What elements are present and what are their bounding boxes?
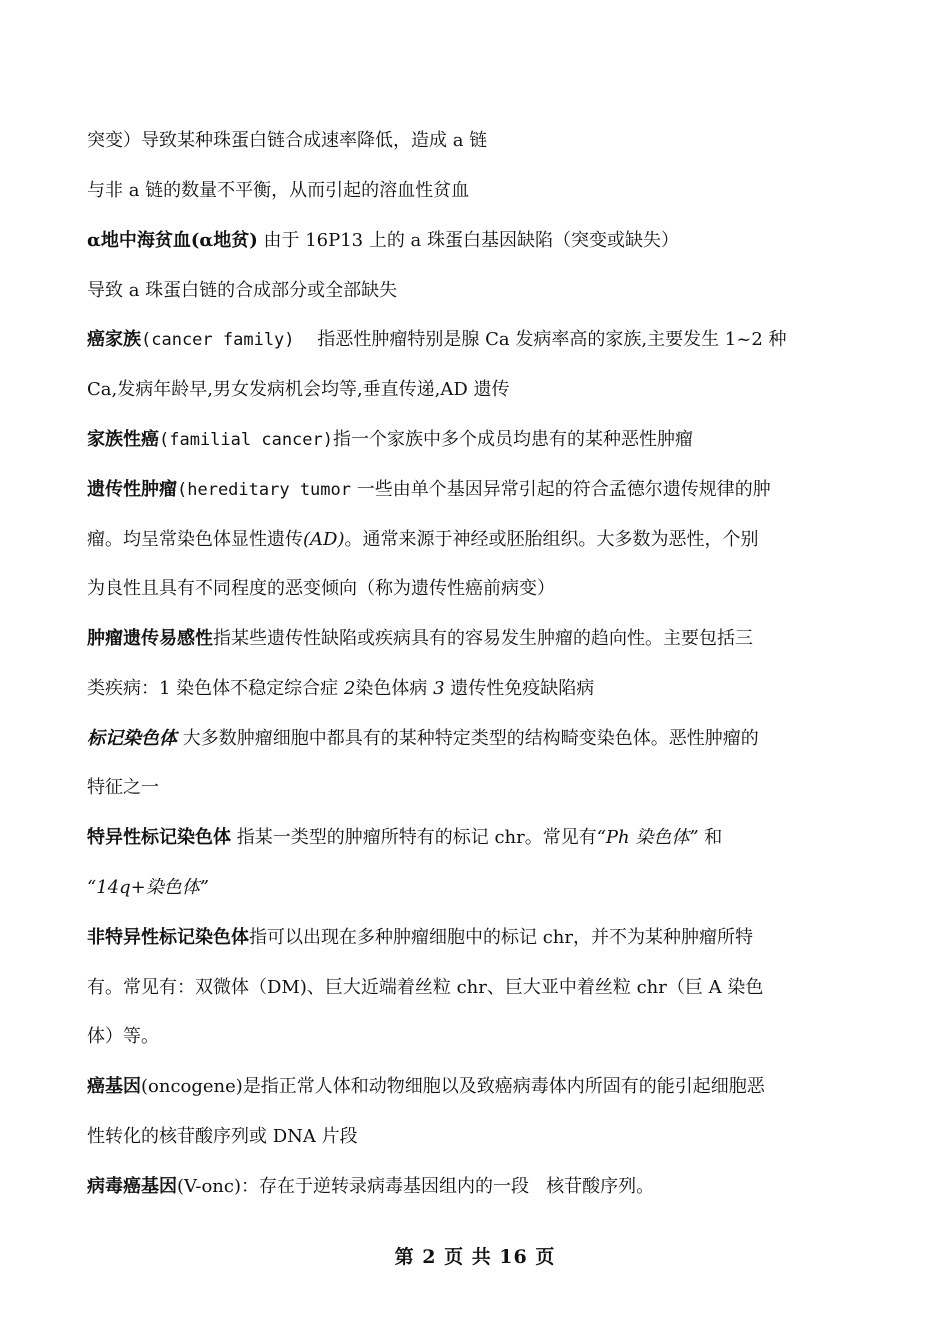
definition-text: 指一个家族中多个成员均患有的某种恶性肿瘤 — [333, 429, 693, 450]
italic-text: “Ph 染色体” — [596, 827, 699, 848]
definition-alpha-thalassemia — [87, 228, 887, 254]
line-text: 突变）导致某种珠蛋白链合成速率降低，造成 a 链 — [87, 130, 488, 151]
italic-text: 2 — [343, 678, 356, 699]
definition-text: (oncogene)是指正常人体和动物细胞以及致癌病毒体内所固有的能引起细胞恶 — [141, 1076, 765, 1097]
definition-tumor-susceptibility — [87, 626, 887, 652]
line-text: 导致 a 珠蛋白链的合成部分或全部缺失 — [87, 280, 398, 301]
term: α地中海贫血(α地贫) — [87, 230, 258, 251]
page-footer — [0, 1244, 950, 1270]
text-line — [87, 1124, 887, 1150]
definition-text: 大多数肿瘤细胞中都具有的某种特定类型的结构畸变染色体。恶性肿瘤的 — [177, 728, 759, 749]
line-text: 遗传性免疫缺陷病 — [444, 678, 595, 699]
definition-text: 由于 16P13 上的 a 珠蛋白基因缺陷（突变或缺失） — [257, 230, 680, 251]
definition-text: (V-onc)：存在于逆转录病毒基因组内的一段 核苷酸序列。 — [177, 1176, 655, 1197]
definition-text: 指某一类型的肿瘤所特有的标记 chr。常见有 — [231, 827, 597, 848]
text-line — [87, 975, 887, 1001]
line-text: 性转化的核苷酸序列或 DNA 片段 — [87, 1126, 358, 1147]
italic-text: 3 — [433, 678, 445, 699]
text-line — [87, 775, 887, 801]
text-line — [87, 178, 887, 204]
definition-nonspecific-marker-chromosome — [87, 925, 887, 951]
term: 非特异性标记染色体 — [87, 927, 249, 948]
definition-hereditary-tumor — [87, 477, 887, 503]
definition-familial-cancer — [87, 427, 887, 453]
term: 病毒癌基因 — [87, 1176, 177, 1197]
definition-cancer-family — [87, 327, 887, 353]
term-english: (hereditary tumor — [177, 480, 351, 500]
text-line — [87, 128, 887, 154]
definition-viral-oncogene — [87, 1174, 887, 1200]
line-text: 体）等。 — [87, 1026, 159, 1047]
definition-specific-marker-chromosome — [87, 825, 887, 851]
text-line — [87, 377, 887, 403]
line-text: 瘤。均呈常染色体显性遗传 — [87, 529, 303, 550]
definition-text: 指恶性肿瘤特别是腺 Ca 发病率高的家族,主要发生 1~2 种 — [294, 329, 787, 350]
term: 肿瘤遗传易感性 — [87, 628, 213, 649]
term-english: (cancer family) — [141, 330, 295, 350]
text-line — [87, 527, 887, 553]
italic-text: “14q+染色体” — [87, 877, 209, 898]
term: 标记染色体 — [87, 728, 177, 749]
definition-oncogene — [87, 1074, 887, 1100]
line-text: 染色体病 — [355, 678, 434, 699]
line-text: 和 — [698, 827, 723, 848]
text-line — [87, 875, 887, 901]
definition-marker-chromosome — [87, 726, 887, 752]
line-text: 为良性且具有不同程度的恶变倾向（称为遗传性癌前病变） — [87, 578, 555, 599]
line-text: 。通常来源于神经或胚胎组织。大多数为恶性，个别 — [344, 529, 759, 550]
term: 遗传性肿瘤 — [87, 479, 177, 500]
term: 家族性癌 — [87, 429, 159, 450]
term: 特异性标记染色体 — [87, 827, 231, 848]
term: 癌基因 — [87, 1076, 141, 1097]
term: 癌家族 — [87, 329, 141, 350]
text-line — [87, 676, 887, 702]
line-text: 类疾病：1 染色体不稳定综合症 — [87, 678, 344, 699]
text-line — [87, 1024, 887, 1050]
definition-text: 指某些遗传性缺陷或疾病具有的容易发生肿瘤的趋向性。主要包括三 — [213, 628, 753, 649]
definition-text: 一些由单个基因异常引起的符合孟德尔遗传规律的肿 — [351, 479, 771, 500]
line-text: 有。常见有：双微体（DM)、巨大近端着丝粒 chr、巨大亚中着丝粒 chr（巨 A 染色 — [87, 977, 764, 998]
line-text: Ca,发病年龄早,男女发病机会均等,垂直传递,AD 遗传 — [87, 379, 510, 400]
italic-text: (AD) — [303, 529, 345, 550]
definition-text: 指可以出现在多种肿瘤细胞中的标记 chr，并不为某种肿瘤所特 — [249, 927, 753, 948]
text-line — [87, 278, 887, 304]
line-text: 与非 a 链的数量不平衡，从而引起的溶血性贫血 — [87, 180, 470, 201]
term-english: (familial cancer) — [159, 430, 333, 450]
text-line — [87, 576, 887, 602]
line-text: 特征之一 — [87, 777, 159, 798]
page-number: 第 2 页 共 16 页 — [394, 1246, 556, 1268]
